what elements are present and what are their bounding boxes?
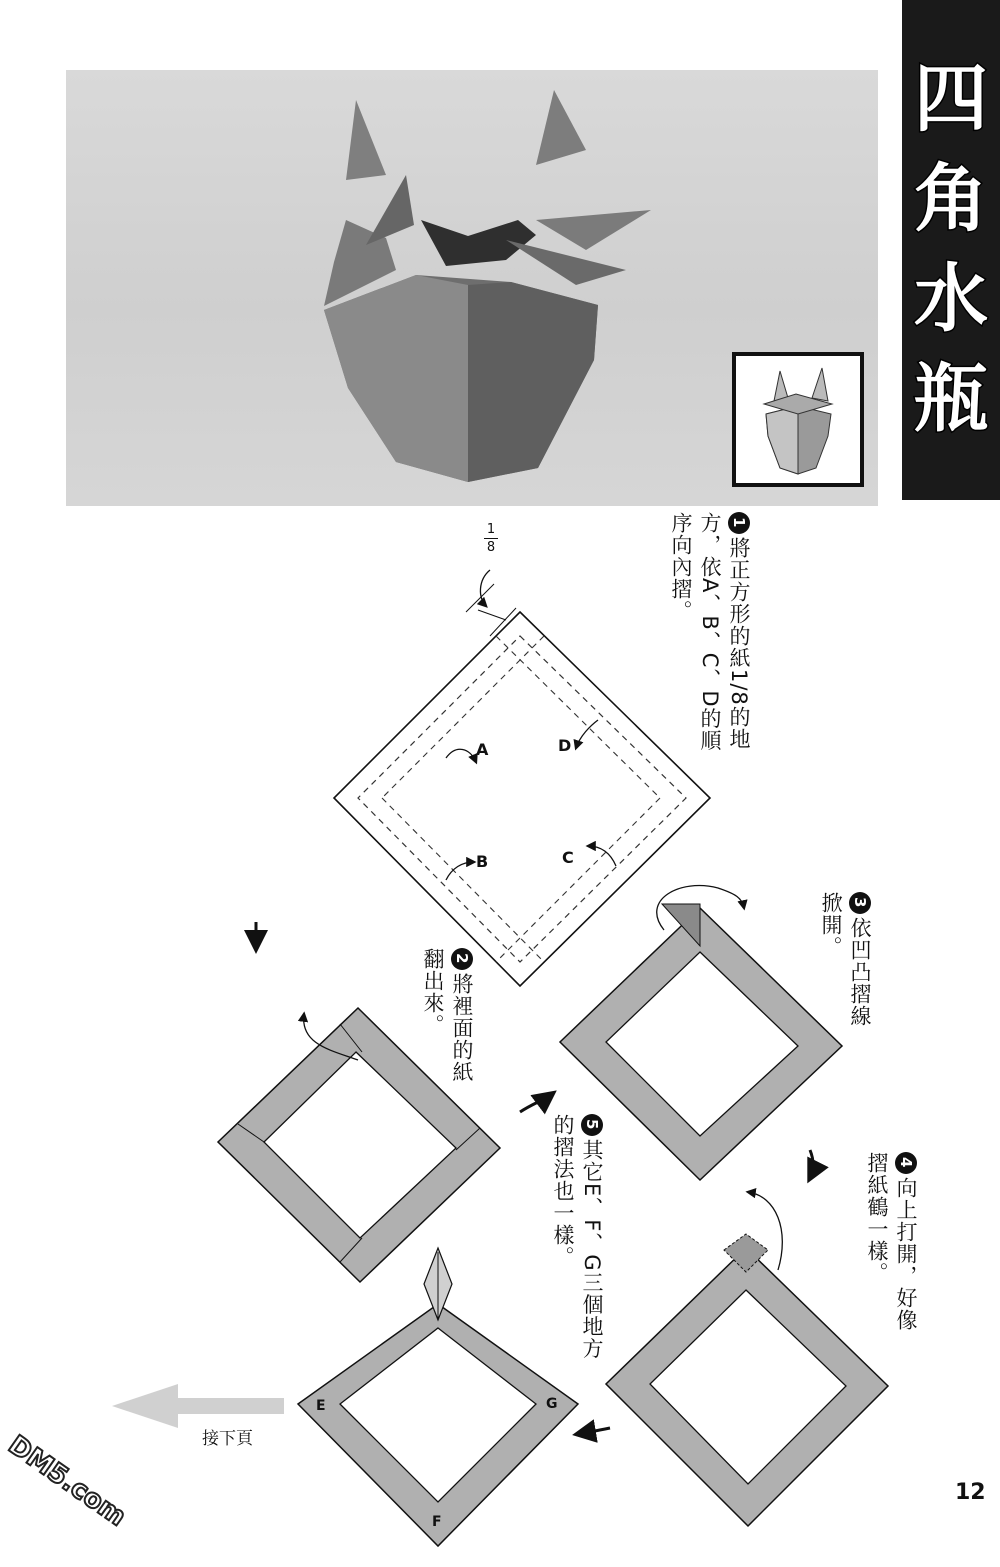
step1-square bbox=[334, 570, 710, 986]
step4-text bbox=[862, 1152, 920, 1342]
step4-number: 4 bbox=[895, 1152, 917, 1174]
next-page-label: 接下頁 bbox=[202, 1429, 253, 1449]
step2-body: 將裡面的紙翻出來。 bbox=[421, 948, 474, 1083]
page-number: 12 bbox=[955, 1480, 986, 1505]
step5-text bbox=[548, 1114, 606, 1374]
step4-frame bbox=[606, 1192, 888, 1526]
fold-label-g: G bbox=[546, 1396, 558, 1412]
step3-text bbox=[816, 892, 874, 1042]
title-char-4: 瓶 bbox=[914, 356, 988, 442]
fraction-denominator: 8 bbox=[486, 540, 496, 555]
next-page-arrow bbox=[112, 1384, 284, 1428]
fold-label-d: D bbox=[558, 736, 572, 755]
fraction-numerator: 1 bbox=[486, 522, 496, 537]
fold-label-b: B bbox=[476, 852, 489, 871]
step1-text bbox=[666, 512, 753, 772]
fold-label-c: C bbox=[562, 848, 574, 867]
fold-label-e: E bbox=[316, 1398, 326, 1414]
fraction-label bbox=[484, 522, 498, 555]
step4-body: 向上打開，好像摺紙鶴一樣。 bbox=[865, 1152, 918, 1331]
step1-body: 將正方形的紙1/8的地方，依A、B、C、D的順序向內摺。 bbox=[669, 512, 751, 752]
fold-label-f: F bbox=[432, 1514, 442, 1530]
watermark-logo: DM5.com bbox=[2, 1430, 132, 1533]
step2-text bbox=[418, 948, 476, 1098]
title-char-3: 水 bbox=[914, 256, 988, 342]
title-char-2: 角 bbox=[914, 156, 988, 242]
step5-frame bbox=[298, 1248, 578, 1546]
step1-number: 1 bbox=[728, 512, 750, 534]
step2-number: 2 bbox=[451, 948, 473, 970]
step3-body: 依凹凸摺線掀開。 bbox=[819, 892, 872, 1027]
step3-number: 3 bbox=[849, 892, 871, 914]
title-char-1: 四 bbox=[914, 56, 988, 142]
step5-body: 其它E、F、G三個地方的摺法也一樣。 bbox=[551, 1114, 604, 1360]
fold-label-a: A bbox=[476, 740, 489, 759]
step5-number: 5 bbox=[581, 1114, 603, 1136]
